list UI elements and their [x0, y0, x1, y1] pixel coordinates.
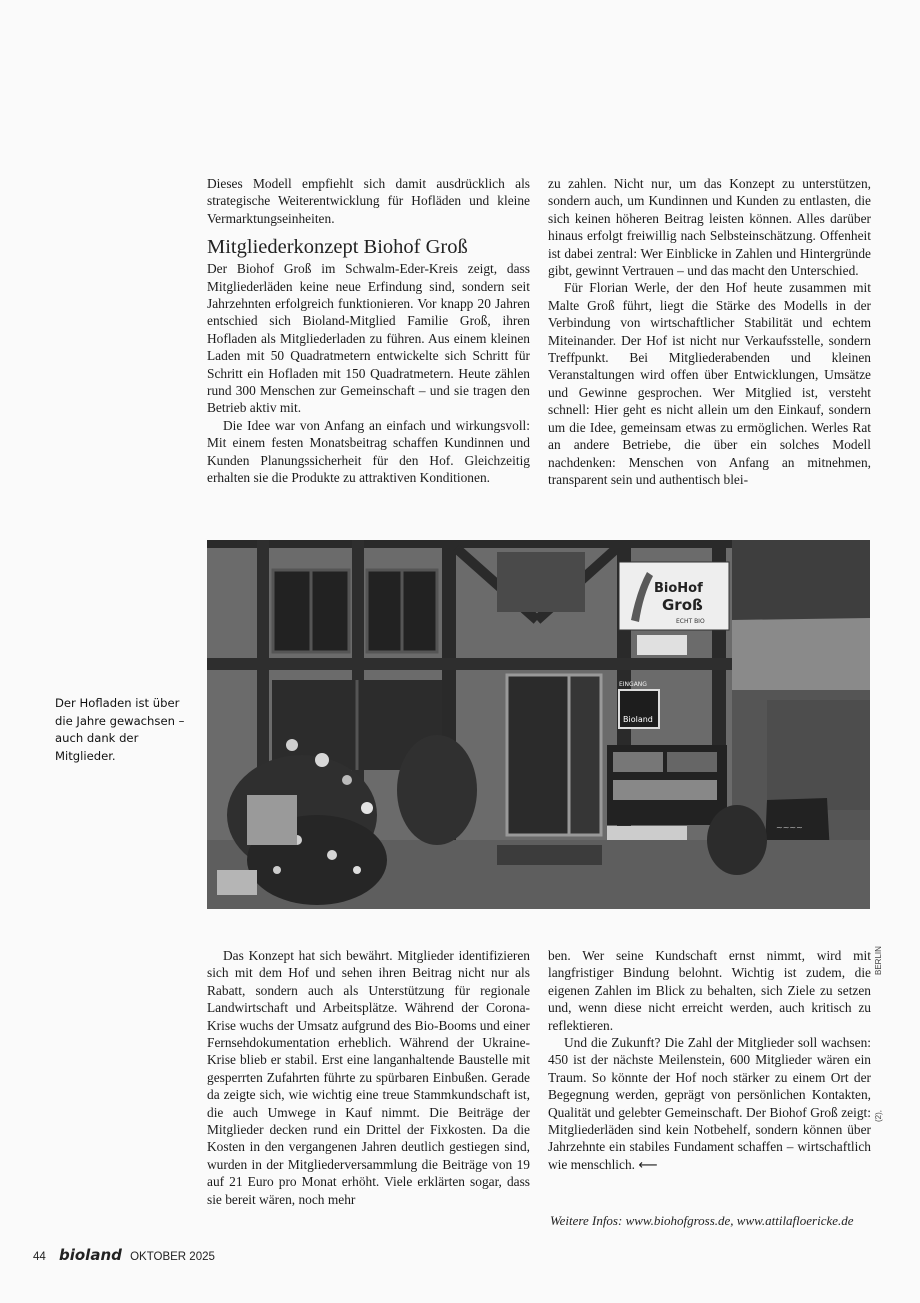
more-info-links: Weitere Infos: www.biohofgross.de, www.attilafloericke.de	[550, 1213, 854, 1228]
photo-credit: BERLIN	[874, 946, 883, 975]
issue-date: OKTOBER 2025	[130, 1251, 215, 1263]
paragraph: ben. Wer seine Kundschaft ernst nimmt, wird mit langfristiger Bindung belohnt. Wichtig ist zudem, die eigenen Zahlen im Blick zu behalten, sich Ziele zu setzen und, wenn diese nicht erreicht werden, auch kritisch zu reflektieren.	[548, 948, 871, 1033]
paragraph: Für Florian Werle, der den Hof heute zusammen mit Malte Groß führt, liegt die Stärke des Modells in der Verbindung von wirtschaftlicher Stabilität und echtem Miteinander. Der Hof ist nicht nur Verkaufsstelle, sondern Treffpunkt. Bei Mitgliederabenden und kleinen Veranstaltungen wird offen über Entwicklungen, Umsätze und Gewinne gesprochen. Wer Mitglied ist, versteht schnell: Hier geht es nicht allein um den Einkauf, sondern um die Idee, gemeinsam etwas zu ermöglichen. Werles Rat an andere Betriebe, die über ein solches Modell nachdenken: Menschen von Anfang an mitnehmen, transparent sein und authentisch blei-	[548, 280, 871, 487]
sign-text: Groß	[662, 596, 703, 614]
paragraph: Die Idee war von Anfang an einfach und wirkungsvoll: Mit einem festen Monatsbeitrag schaffen Kundinnen und Kunden Planungssicherheit für den Hof. Gleichzeitig erhalten sie die Produkte zu attraktiven Konditionen.	[207, 417, 530, 486]
svg-text:~~~~: ~~~~	[776, 823, 803, 832]
article-column-3	[207, 947, 530, 1208]
intro-paragraph: Dieses Modell empfiehlt sich damit ausdrücklich als strategische Weiterentwicklung für Hofläden und kleine Vermarktungseinheiten.	[207, 176, 530, 226]
sign-text: BioHof	[654, 581, 703, 596]
section-heading: Mitgliederkonzept Biohof Groß	[207, 236, 468, 259]
article-column-2	[548, 175, 871, 488]
magazine-brand: bioland	[59, 1246, 122, 1264]
page-footer	[33, 1246, 215, 1264]
farm-shop-photo	[207, 540, 870, 909]
paragraph: Der Biohof Groß im Schwalm-Eder-Kreis zeigt, dass Mitgliederläden keine neue Erfindung sind, sondern seit Jahrzehnten erfolgreich funktionieren. Vor knapp 20 Jahren entschied sich Bioland-Mitglied Familie Groß, ihren Hofladen als Mitgliederladen zu führen. Aus einem kleinen Laden mit 50 Quadratmetern entwickelte sich Schritt für Schritt ein Hofladen mit 150 Quadratmetern. Heute zählen rund 300 Menschen zur Gemeinschaft – und sie tragen den Betrieb aktiv mit.	[207, 261, 530, 416]
paragraph: zu zahlen. Nicht nur, um das Konzept zu unterstützen, sondern auch, um Kundinnen und Kunden zu entlasten, die sich keinen höheren Beitrag leisten können. Alles darüber hinaus erfolgt freiwillig nach Selbsteinschätzung. Offenheit ist dabei zentral: Wer Einblicke in Zahlen und Hintergründe gibt, gewinnt Vertrauen – und das macht den Unterschied.	[548, 176, 871, 279]
page-number: 44	[33, 1251, 46, 1263]
photo-credit-count: (2),	[874, 1110, 883, 1122]
end-mark-arrow-icon: ⟵	[638, 1157, 658, 1173]
photo-caption: Der Hofladen ist über die Jahre gewachsen – auch dank der Mitglieder.	[55, 696, 185, 763]
sign-text: ECHT BIO	[676, 618, 705, 625]
article-column-1	[207, 175, 530, 487]
sign-text: Bioland	[623, 715, 653, 724]
article-column-4	[548, 947, 871, 1174]
sign-text: EINGANG	[619, 681, 647, 688]
paragraph	[548, 1034, 871, 1174]
paragraph-text: Und die Zukunft? Die Zahl der Mitglieder soll wachsen: 450 ist der nächste Meilenstein, 600 Mitglieder wären ein Traum. So könnte der Hof noch stärker zu einem Ort der Begegnung werden, geprägt von persönlichen Kontakten, Qualität und gelebter Gemeinschaft. Der Biohof Groß zeigt: Mitgliederläden sind kein Notbehelf, sondern können über Jahrzehnte ein stabiles Fundament schaffen – wirtschaftlich wie menschlich.	[548, 1035, 871, 1172]
paragraph: Das Konzept hat sich bewährt. Mitglieder identifizieren sich mit dem Hof und sehen ihren Beitrag nicht nur als Rabatt, sondern auch als Unterstützung für regionale Landwirtschaft und Arbeitsplätze. Während der Corona-Krise wuchs der Umsatz aufgrund des Bio-Booms und einer Fernsehdokumentation erheblich. Während der Ukraine-Krise blieb er stabil. Erst eine langanhaltende Baustelle mit gesperrten Zufahrten führte zu spürbaren Einbußen. Gerade da zeigte sich, wie wichtig eine treue Stammkundschaft ist, die auch Umwege in Kauf nimmt. Die Beiträge der Mitglieder decken rund ein Drittel der Fixkosten. Da die Kosten in den vergangenen Jahren deutlich gestiegen sind, wurden in der Mitgliederversammlung die Beiträge von 19 auf 21 Euro pro Monat erhöht. Viele erklärten sogar, dass sie bereit wären, noch mehr	[207, 948, 530, 1207]
